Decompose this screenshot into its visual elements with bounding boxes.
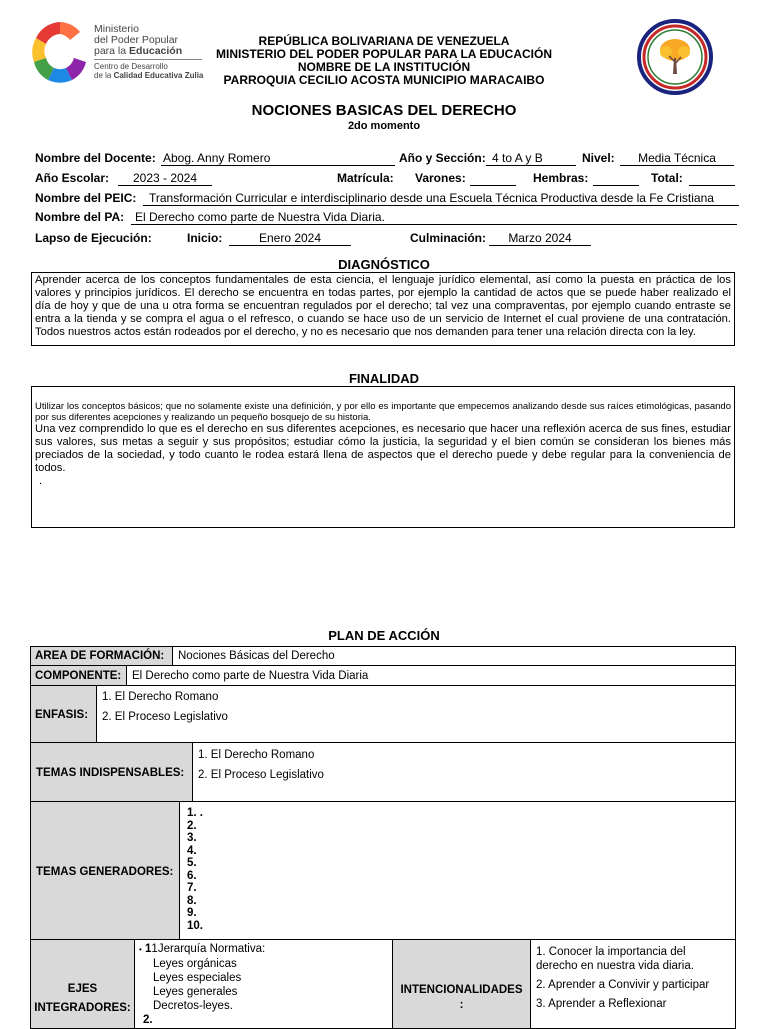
ministry-logo bbox=[30, 18, 210, 90]
temas-gen-item: 10. bbox=[187, 919, 203, 932]
anio-seccion-value: 4 to A y B bbox=[486, 151, 576, 166]
componente-label: COMPONENTE: bbox=[30, 665, 127, 686]
docente-value: Abog. Anny Romero bbox=[161, 151, 395, 166]
ejes-list bbox=[134, 939, 393, 1029]
finalidad-text-small: Utilizar los conceptos básicos; que no solamente existe una definición, y por ello es importante que empecemos analizando desde sus raíces etimológicas, pasando por sus diferentes acepciones y realizando un pequeño bosquejo de su historia. bbox=[35, 401, 731, 423]
temas-gen-item: 6. bbox=[187, 869, 197, 882]
logo-line-1: Ministerio bbox=[94, 23, 139, 35]
pa-value: El Derecho como parte de Nuestra Vida Diaria. bbox=[131, 210, 737, 225]
ejes-item: Leyes orgánicas bbox=[153, 958, 237, 970]
anio-seccion-label: Año y Sección: bbox=[399, 151, 486, 165]
temas-gen-item: 9. bbox=[187, 907, 197, 919]
matricula-label: Matrícula: bbox=[337, 171, 394, 185]
ejes-item: Leyes generales bbox=[153, 986, 238, 998]
hembras-field bbox=[593, 171, 639, 186]
docente-label: Nombre del Docente: bbox=[35, 151, 156, 165]
varones-label: Varones: bbox=[415, 171, 466, 185]
total-label: Total: bbox=[651, 171, 683, 185]
anio-escolar-label: Año Escolar: bbox=[35, 171, 110, 185]
finalidad-dot: . bbox=[39, 475, 43, 487]
temas-ind-item: 2. El Proceso Legislativo bbox=[198, 769, 324, 781]
ejes-item: • 11Jerarquía Normativa: bbox=[139, 943, 266, 955]
peic-value: Transformación Curricular e interdisciplinario desde una Escuela Técnica Productiva desde la Fe Cristiana bbox=[143, 191, 739, 206]
ejes-label bbox=[30, 939, 135, 1029]
total-field bbox=[689, 171, 735, 186]
hembras-label: Hembras: bbox=[533, 171, 589, 185]
diagnostico-heading: DIAGNÓSTICO bbox=[338, 257, 430, 272]
ejes-label-line-2: INTEGRADORES: bbox=[34, 1002, 131, 1014]
intencionalidades-label bbox=[392, 939, 531, 1029]
temas-gen-item: 8. bbox=[187, 894, 197, 907]
logo-line-3: para la Educación bbox=[94, 45, 183, 57]
peic-label: Nombre del PEIC: bbox=[35, 191, 137, 205]
componente-value: El Derecho como parte de Nuestra Vida Diaria bbox=[126, 665, 736, 686]
seal-tree-icon bbox=[636, 18, 714, 96]
page-subtitle: 2do momento bbox=[347, 120, 421, 132]
logo-line-2: del Poder Popular bbox=[94, 34, 179, 46]
pa-label: Nombre del PA: bbox=[35, 210, 125, 224]
intencionalidades-label-line-1: INTENCIONALIDADES bbox=[400, 984, 523, 996]
finalidad-heading: FINALIDAD bbox=[348, 371, 420, 386]
intencionalidades-item: 3. Aprender a Reflexionar bbox=[536, 998, 667, 1010]
intencionalidades-item: 2. Aprender a Convivir y participar bbox=[536, 979, 710, 991]
temas-generadores-list bbox=[179, 801, 736, 940]
finalidad-box bbox=[31, 386, 735, 528]
inicio-value: Enero 2024 bbox=[229, 231, 351, 246]
logo-line-4: Centro de Desarrollo bbox=[94, 62, 168, 71]
intencionalidades-label-line-2: : bbox=[459, 999, 464, 1011]
header-line-1: REPÚBLICA BOLIVARIANA DE VENEZUELA bbox=[258, 34, 510, 48]
lapso-label: Lapso de Ejecución: bbox=[35, 231, 152, 245]
diagnostico-box: Aprender acerca de los conceptos fundamentales de esta ciencia, el lenguaje jurídico elemental, así como la puesta en práctica de los valores y principios jurídicos. El derecho se encuentra en todas partes, por ejemplo la cantidad de actos que se puede haber realizado el día de hoy y que de una u otra forma se encuentran regulados por el derecho; tal vez una compraventas, por ejemplo cuando entraste se entra a la tienda y se compra el agua o el refresco, o cuando se hace uso de un servicio de Internet el cual proviene de una contratación. Todos nuestros actos están rodeados por el derecho, y no es necesario que nos demanden para tener una relación directa con la ley. bbox=[31, 272, 735, 346]
nivel-label: Nivel: bbox=[582, 151, 615, 165]
ministry-logo-icon bbox=[30, 18, 90, 90]
anio-escolar-value: 2023 - 2024 bbox=[118, 171, 212, 186]
ejes-item: 2. bbox=[143, 1014, 153, 1026]
intencionalidades-item: 1. Conocer la importancia del derecho en nuestra vida diaria. bbox=[536, 946, 694, 972]
inicio-label: Inicio: bbox=[187, 231, 223, 245]
enfasis-label: ENFASIS: bbox=[30, 685, 97, 743]
enfasis-item: 1. El Derecho Romano bbox=[102, 691, 219, 703]
temas-ind-item: 1. El Derecho Romano bbox=[198, 749, 315, 761]
ejes-item: Leyes especiales bbox=[153, 972, 242, 984]
intencionalidades-list bbox=[530, 939, 736, 1029]
ejes-item: Decretos-leyes. bbox=[153, 1000, 233, 1012]
temas-gen-item: 5. bbox=[187, 857, 197, 869]
temas-gen-item: 1. . bbox=[187, 807, 203, 819]
header-line-2: MINISTERIO DEL PODER POPULAR PARA LA EDUCACIÓN bbox=[215, 47, 553, 61]
temas-gen-item: 2. bbox=[187, 819, 197, 832]
temas-gen-item: 7. bbox=[187, 882, 197, 894]
institution-header bbox=[200, 35, 568, 87]
plan-heading: PLAN DE ACCIÓN bbox=[328, 628, 440, 643]
nivel-value: Media Técnica bbox=[620, 151, 734, 166]
culminacion-value: Marzo 2024 bbox=[489, 231, 591, 246]
finalidad-text-main: Una vez comprendido lo que es el derecho en sus diferentes acepciones, es necesario que hacer una reflexión acerca de sus fines, estudiar sus valores, sus metas a seguir y sus propósitos; estudiar cómo la justicia, la seguridad y el bien común se consideran los bienes más preciados de la sociedad, y todo cuanto le rodea estará llena de aspectos que el derecho puede y debe regular para la conveniencia de todos. bbox=[35, 423, 731, 474]
area-label: AREA DE FORMACIÓN: bbox=[30, 646, 173, 666]
temas-gen-item: 3. bbox=[187, 832, 197, 844]
enfasis-list bbox=[96, 685, 736, 743]
culminacion-label: Culminación: bbox=[410, 231, 487, 245]
ejes-label-line-1: EJES bbox=[67, 983, 98, 995]
header-line-4: PARROQUIA CECILIO ACOSTA MUNICIPIO MARACAIBO bbox=[223, 73, 545, 87]
page-title: NOCIONES BASICAS DEL DERECHO bbox=[251, 102, 517, 119]
logo-line-5: de la Calidad Educativa Zulia bbox=[94, 71, 204, 80]
temas-indispensables-list bbox=[192, 742, 736, 802]
temas-indispensables-label: TEMAS INDISPENSABLES: bbox=[30, 742, 193, 802]
area-value: Nociones Básicas del Derecho bbox=[172, 646, 736, 666]
school-seal bbox=[636, 18, 714, 96]
temas-gen-item: 4. bbox=[187, 844, 197, 857]
enfasis-item: 2. El Proceso Legislativo bbox=[102, 711, 228, 723]
temas-generadores-label: TEMAS GENERADORES: bbox=[30, 801, 180, 940]
varones-field bbox=[470, 171, 516, 186]
header-line-3: NOMBRE DE LA INSTITUCIÓN bbox=[297, 60, 471, 74]
